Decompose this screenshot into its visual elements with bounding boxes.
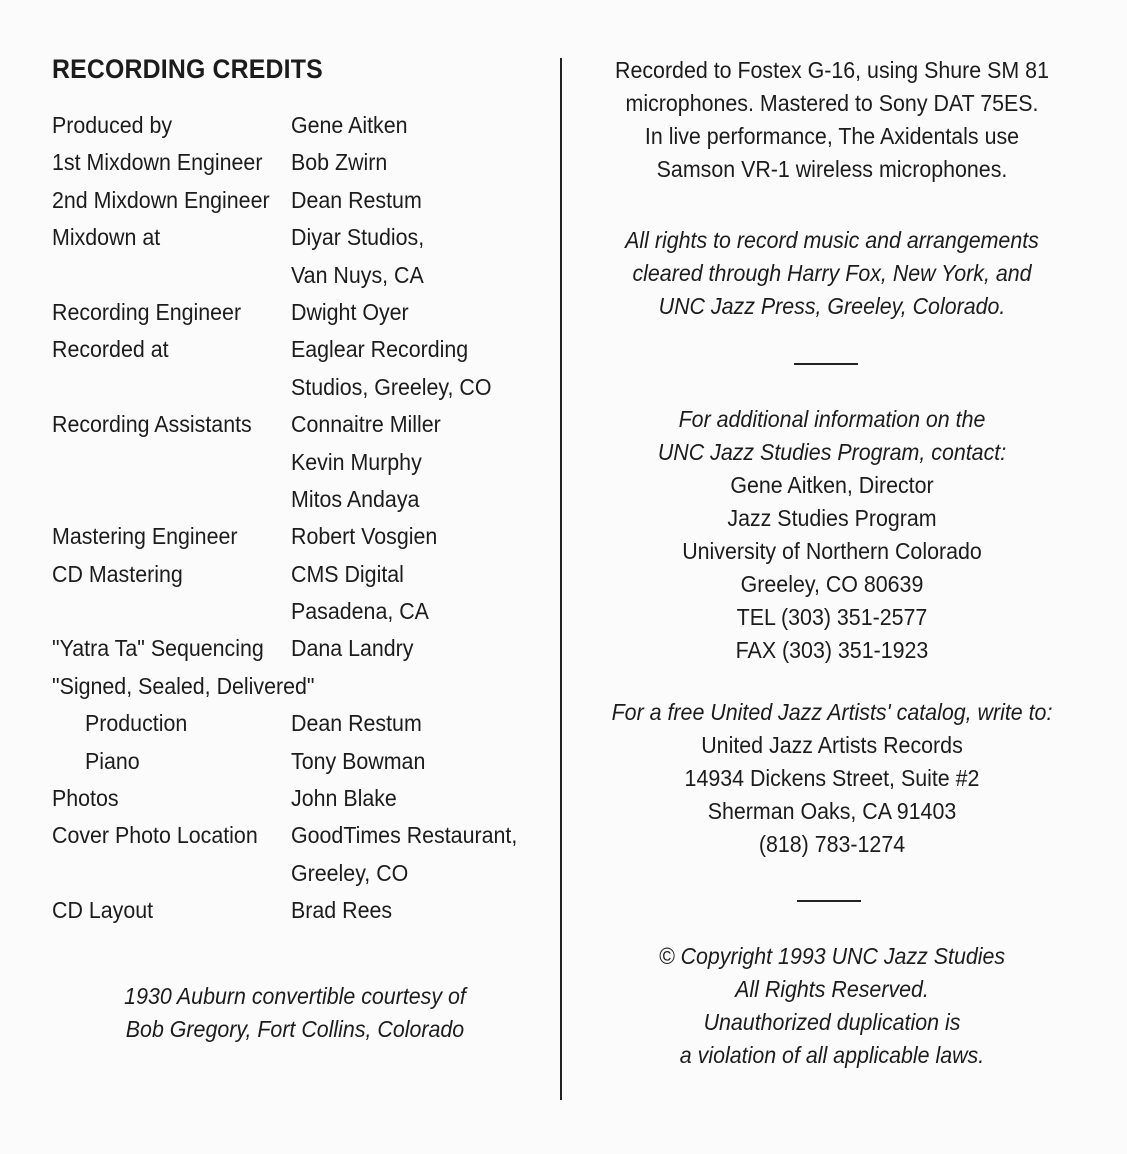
rights-note bbox=[562, 224, 1102, 323]
credit-row bbox=[52, 556, 542, 593]
credit-role: Cover Photo Location bbox=[52, 822, 258, 849]
credit-role: Recorded at bbox=[52, 336, 169, 363]
credit-name: John Blake bbox=[291, 785, 397, 812]
credit-role: Recording Assistants bbox=[52, 411, 252, 438]
catalog-phone: (818) 783-1274 bbox=[758, 831, 906, 857]
credit-row bbox=[52, 257, 542, 294]
credit-row bbox=[52, 219, 542, 256]
catalog-info bbox=[562, 696, 1102, 861]
credit-name: Eaglear Recording bbox=[291, 336, 469, 363]
credit-name: CMS Digital bbox=[291, 560, 404, 587]
equipment-line: Recorded to Fostex G-16, using Shure SM 81 bbox=[615, 57, 1049, 83]
contact-intro-line: UNC Jazz Studies Program, contact: bbox=[657, 439, 1007, 465]
credit-row bbox=[52, 855, 542, 892]
credit-role: Mastering Engineer bbox=[52, 523, 238, 550]
equipment-line: microphones. Mastered to Sony DAT 75ES. bbox=[625, 90, 1039, 116]
credit-name: GoodTimes Restaurant, bbox=[291, 822, 518, 849]
credit-name: Bob Zwirn bbox=[291, 149, 388, 176]
credit-name: Greeley, CO bbox=[291, 859, 409, 886]
courtesy-line: 1930 Auburn convertible courtesy of bbox=[124, 983, 466, 1009]
catalog-intro: For a free United Jazz Artists' catalog, write to: bbox=[611, 699, 1053, 725]
contact-fax: FAX (303) 351-1923 bbox=[735, 637, 929, 663]
credit-row bbox=[52, 593, 542, 630]
credit-role: Production bbox=[85, 710, 188, 737]
section-rule bbox=[797, 900, 861, 902]
credit-row bbox=[52, 144, 542, 181]
credit-row bbox=[52, 369, 542, 406]
credit-row bbox=[52, 780, 542, 817]
rights-line: UNC Jazz Press, Greeley, Colorado. bbox=[658, 293, 1006, 319]
contact-line: Gene Aitken, Director bbox=[730, 472, 934, 498]
credit-row bbox=[52, 107, 542, 144]
credit-name: Dean Restum bbox=[291, 186, 422, 213]
credit-row bbox=[52, 481, 542, 518]
credit-row bbox=[52, 817, 542, 854]
credit-role: 1st Mixdown Engineer bbox=[52, 149, 263, 176]
credit-role: Produced by bbox=[52, 112, 173, 138]
credit-name: Kevin Murphy bbox=[291, 448, 422, 475]
credit-name: Pasadena, CA bbox=[291, 598, 429, 625]
rights-line: All rights to record music and arrangements bbox=[625, 227, 1039, 253]
credits-list bbox=[52, 107, 542, 930]
credit-name: Dean Restum bbox=[291, 710, 422, 737]
credit-role: Photos bbox=[52, 785, 119, 812]
credit-role: Mixdown at bbox=[52, 224, 161, 251]
page-title: RECORDING CREDITS bbox=[52, 54, 323, 84]
credit-role: "Yatra Ta" Sequencing bbox=[52, 635, 264, 662]
credit-row bbox=[52, 518, 542, 555]
credit-name: Robert Vosgien bbox=[291, 523, 438, 550]
courtesy-line: Bob Gregory, Fort Collins, Colorado bbox=[125, 1016, 465, 1042]
contact-intro-line: For additional information on the bbox=[678, 406, 986, 432]
credit-row bbox=[52, 182, 542, 219]
credit-row bbox=[52, 294, 542, 331]
credit-role: CD Mastering bbox=[52, 560, 183, 587]
credit-row bbox=[52, 892, 542, 929]
credit-name: Studios, Greeley, CO bbox=[291, 373, 492, 400]
credit-role: 2nd Mixdown Engineer bbox=[52, 186, 270, 213]
copyright-line: All Rights Reserved. bbox=[735, 976, 929, 1002]
credit-row bbox=[52, 630, 542, 667]
contact-phone: TEL (303) 351-2577 bbox=[736, 604, 928, 630]
credit-row bbox=[52, 331, 542, 368]
catalog-line: United Jazz Artists Records bbox=[701, 732, 963, 758]
credit-name: Tony Bowman bbox=[291, 747, 426, 774]
equipment-line: Samson VR-1 wireless microphones. bbox=[656, 156, 1008, 182]
credit-role: Recording Engineer bbox=[52, 298, 242, 325]
credit-row bbox=[52, 668, 542, 705]
credit-role: CD Layout bbox=[52, 897, 154, 924]
contact-line: Greeley, CO 80639 bbox=[740, 571, 924, 597]
credit-role: "Signed, Sealed, Delivered" bbox=[52, 672, 315, 699]
credit-row bbox=[52, 743, 542, 780]
copyright-line: Unauthorized duplication is bbox=[703, 1009, 961, 1035]
credit-name: Connaitre Miller bbox=[291, 411, 441, 438]
credit-name: Van Nuys, CA bbox=[291, 261, 424, 288]
copyright-line: a violation of all applicable laws. bbox=[679, 1042, 985, 1068]
copyright-notice bbox=[562, 940, 1102, 1072]
contact-info bbox=[562, 403, 1102, 667]
credit-name: Brad Rees bbox=[291, 897, 393, 924]
copyright-line: © Copyright 1993 UNC Jazz Studies bbox=[658, 943, 1006, 969]
credit-name: Dwight Oyer bbox=[291, 298, 409, 325]
credit-row bbox=[52, 406, 542, 443]
credit-row bbox=[52, 705, 542, 742]
equipment-note bbox=[562, 54, 1102, 186]
rights-line: cleared through Harry Fox, New York, and bbox=[632, 260, 1032, 286]
credit-name: Mitos Andaya bbox=[291, 485, 420, 512]
credit-role: Piano bbox=[85, 747, 140, 774]
catalog-line: Sherman Oaks, CA 91403 bbox=[707, 798, 957, 824]
contact-line: University of Northern Colorado bbox=[682, 538, 982, 564]
car-courtesy-note bbox=[100, 980, 490, 1046]
credit-row bbox=[52, 444, 542, 481]
contact-line: Jazz Studies Program bbox=[727, 505, 937, 531]
catalog-line: 14934 Dickens Street, Suite #2 bbox=[684, 765, 980, 791]
credit-name: Gene Aitken bbox=[291, 112, 408, 138]
equipment-line: In live performance, The Axidentals use bbox=[644, 123, 1020, 149]
credit-name: Diyar Studios, bbox=[291, 224, 425, 251]
section-rule bbox=[794, 363, 858, 365]
credit-name: Dana Landry bbox=[291, 635, 414, 662]
